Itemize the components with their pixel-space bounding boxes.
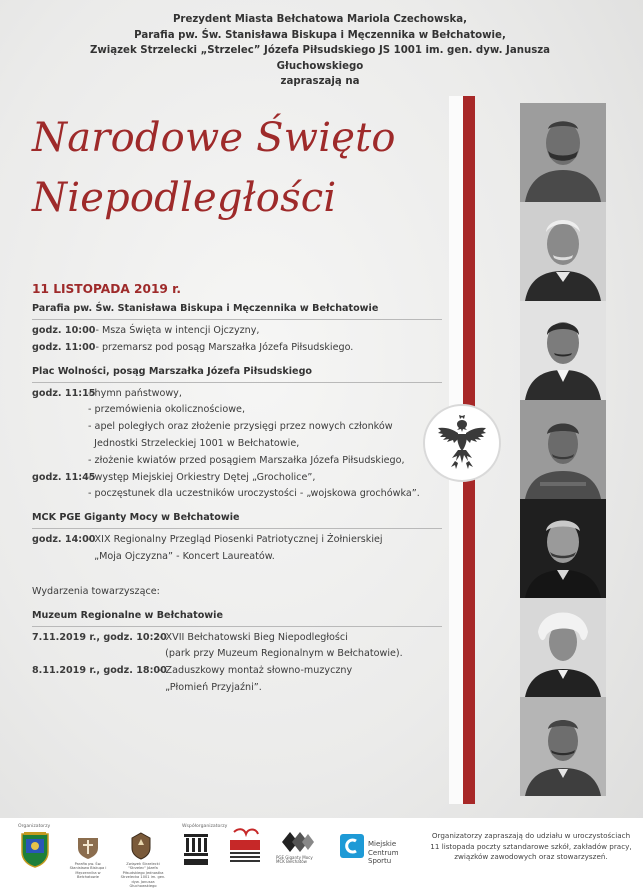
organizers-label: Organizatorzy — [18, 824, 51, 829]
schedule-desc: „Moja Ojczyzna” - Koncert Laureatów. — [85, 550, 275, 562]
program — [32, 280, 447, 697]
schedule-time: godz. 11:45 — [32, 471, 96, 483]
event-date: 11 LISTOPADA 2019 r. — [32, 282, 182, 296]
schedule-desc: „Płomień Przyjaźni”. — [156, 681, 262, 693]
strzelec-caption: Związek Strzelecki "Strzelec" Józefa Piłsudskiego Jednostka Strzelecka 1001 im. gen. dyw. Janusza Głuchowskiego — [120, 862, 166, 889]
venue-museum: Muzeum Regionalne w Bełchatowie — [32, 609, 223, 621]
schedule-time: godz. 11:15 — [32, 387, 96, 399]
belchatow-coat-of-arms-icon — [20, 832, 50, 868]
schedule-time: godz. 11:00 — [32, 341, 96, 353]
strzelec-badge-icon — [130, 832, 152, 860]
portrait-photo — [520, 103, 606, 202]
schedule-row — [32, 663, 447, 697]
venue-plac-wolnosci: Plac Wolności, posąg Marszałka Józefa Piłsudskiego — [32, 365, 313, 377]
schedule-desc: - Zaduszkowy montaż słowno-muzyczny — [156, 665, 353, 677]
schedule-row — [32, 630, 447, 664]
schedule-row — [32, 323, 447, 340]
portrait-photo — [520, 697, 606, 796]
portrait-photo — [520, 499, 606, 598]
mcs-name-line: Sportu — [368, 857, 392, 865]
schedule-desc: - XVII Bełchatowski Bieg Niepodległości — [156, 631, 348, 643]
museum-logo-icon — [182, 832, 210, 868]
mcs-name-line: Centrum — [368, 848, 399, 857]
schedule-desc: - hymn państwowy, — [85, 387, 182, 399]
header-line: Parafia pw. Św. Stanisława Biskupa i Męczennika w Bełchatowie, — [134, 29, 506, 41]
header-line: zapraszają na — [280, 76, 360, 87]
mcs-name-line: Miejskie — [368, 840, 397, 848]
divider — [32, 626, 442, 627]
organizers-header — [60, 12, 580, 90]
header-line: Prezydent Miasta Bełchatowa Mariola Czechowska, — [172, 14, 468, 25]
portrait-photo — [520, 598, 606, 697]
divider — [32, 528, 442, 529]
mcs-logo-icon — [340, 834, 364, 858]
divider — [32, 319, 442, 320]
parish-caption: Parafia pw. Św. Stanisława Biskupa i Męczennika w Bełchatowie — [69, 862, 107, 880]
portrait-column — [520, 103, 606, 796]
invitation-note: Organizatorzy zapraszają do udziału w uroczystościach 11 listopada poczty sztandarowe szkół, zakładów pracy, związków zawodowych oraz stowarzyszeń. — [430, 831, 632, 862]
schedule-row — [32, 532, 447, 566]
schedule-desc: - występ Miejskiej Orkiestry Dętej „Grocholice”, — [85, 471, 316, 483]
schedule-desc: - przemarsz pod posąg Marszałka Józefa Piłsudskiego. — [95, 341, 354, 353]
header-line: Związek Strzelecki „Strzelec” Józefa Piłsudskiego JS 1001 im. gen. dyw. Janusza Głuchowskiego — [89, 45, 551, 72]
schedule-desc: - apel poległych oraz złożenie przysięgi przez nowych członków — [85, 421, 393, 433]
portrait-photo — [520, 202, 606, 301]
schedule-time: godz. 14:00 — [32, 534, 96, 546]
schedule-desc: - XIX Regionalny Przegląd Piosenki Patriotycznej i Żołnierskiej — [85, 534, 383, 546]
portrait-photo — [520, 301, 606, 400]
schedule-desc: - Msza Święta w intencji Ojczyzny, — [95, 325, 260, 336]
venue-mck: MCK PGE Giganty Mocy w Bełchatowie — [32, 512, 240, 524]
schedule-time: 7.11.2019 r., godz. 10:20 — [32, 631, 167, 643]
schedule-desc: - przemówienia okolicznościowe, — [85, 404, 245, 416]
mcs-name — [368, 840, 399, 866]
coorganizers-label: Współorganizatorzy — [182, 824, 228, 829]
schedule-row — [32, 386, 447, 470]
pge-giganty-logo-icon — [280, 830, 316, 854]
schedule-row — [32, 340, 447, 357]
poster-title — [32, 108, 452, 228]
title-line-2: Niepodległości — [32, 175, 337, 221]
venue-parish: Parafia pw. Św. Stanisława Biskupa i Męczennika w Bełchatowie — [32, 303, 379, 314]
portrait-photo — [520, 400, 606, 499]
footer — [0, 818, 643, 896]
parish-logo-icon — [76, 834, 100, 860]
schedule-desc: - złożenie kwiatów przed posągiem Marszałka Józefa Piłsudskiego, — [85, 454, 405, 466]
schedule-desc: - poczęstunek dla uczestników uroczystości - „wojskowa grochówka”. — [85, 488, 420, 500]
rtsk-logo-icon — [228, 828, 262, 868]
divider — [32, 382, 442, 383]
schedule-time: 8.11.2019 r., godz. 18:00 — [32, 665, 167, 677]
title-line-1: Narodowe Święto — [32, 115, 396, 161]
schedule-desc: (park przy Muzeum Regionalnym w Bełchatowie). — [156, 648, 403, 660]
side-events-heading: Wydarzenia towarzyszące: — [32, 585, 160, 597]
schedule-desc: Jednostki Strzeleckiej 1001 w Bełchatowie, — [85, 437, 300, 449]
pge-caption: PGE Giganty Mocy MCK Bełchatów — [276, 855, 313, 865]
schedule-time: godz. 10:00 — [32, 325, 96, 336]
schedule-row — [32, 470, 447, 504]
